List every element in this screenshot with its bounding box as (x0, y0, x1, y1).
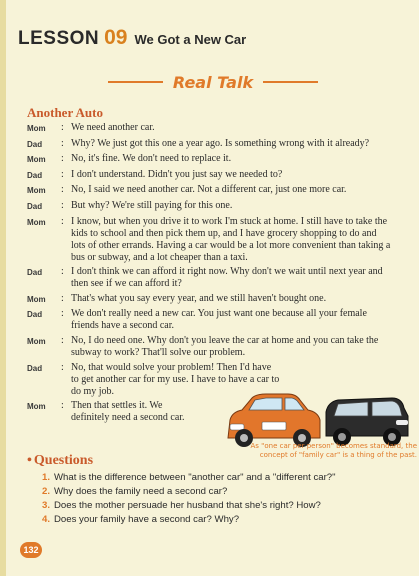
question-text: What is the difference between "another car" and a "different car?" (54, 472, 336, 483)
questions-title: Questions (33, 453, 94, 468)
dialogue-line: Dad : No, that would solve your problem! Then I'd have to get another car for my use. I have to have a car to do my job. (27, 361, 280, 397)
dialogue-line: Mom : Then that settles it. We definitely need a second car. (27, 400, 393, 424)
dialogue-line: Mom : I know, but when you drive it to work I'm stuck at home. I still have to take the kids to school and then pick them up, and I have grocery shopping to do and lots of other errands. Having a car would be a lot more convenient than taking a bus or subway, and a lot cheaper than a taxi. (27, 216, 393, 264)
lesson-number: 09 (104, 26, 128, 49)
dialogue-text: No, it's fine. We don't need to replace it. (71, 153, 232, 165)
speaker: Mom (27, 402, 46, 412)
speaker: Mom (27, 186, 46, 196)
question-number: 1. (42, 472, 51, 483)
question-item (42, 514, 412, 526)
dialogue-text: Then that settles it. We definitely need a second car. (71, 400, 185, 424)
question-item (42, 472, 412, 484)
question-item (42, 500, 412, 512)
dialogue-text: I don't understand. Didn't you just say we needed to? (71, 168, 283, 180)
real-talk-rule-right (263, 81, 318, 83)
lesson-title: We Got a New Car (134, 32, 247, 47)
speaker: Dad (27, 170, 43, 180)
question-text: Does the mother persuade her husband that she's right? How? (54, 500, 321, 511)
lesson-word: LESSON (18, 28, 100, 49)
speaker: Mom (27, 155, 46, 165)
dialogue-text: I know, but when you drive it to work I'm stuck at home. I still have to take the kids to school and then pick them up, and I have grocery shopping to do and lots of other errands. Having a car would be a lot more convenient than taking a bus or subway, and a lot cheaper than a taxi. (71, 215, 391, 263)
dialogue-line: Mom : No, it's fine. We don't need to replace it. (27, 153, 393, 166)
speaker: Mom (27, 124, 46, 133)
illustration-caption: As "one car per person" becomes standard, the concept of "family car" is a thing of the past. (250, 442, 417, 459)
question-number: 4. (42, 514, 51, 525)
dialogue-line: Dad : We don't really need a new car. You just want one because all your female friends have a second car. (27, 308, 393, 332)
dialogue-text: We need another car. (71, 122, 155, 133)
dialogue-line: Dad : But why? We're still paying for this one. (27, 200, 393, 213)
dialogue-text: No, that would solve your problem! Then I'd have to get another car for my use. I have to have a car to do my job. (71, 361, 280, 397)
real-talk-banner (108, 72, 318, 92)
dialogue-text: That's what you say every year, and we still haven't bought one. (71, 292, 327, 304)
dialogue-line: Mom : That's what you say every year, and we still haven't bought one. (27, 293, 393, 306)
dialogue-text: No, I said we need another car. Not a different car, just one more car. (71, 184, 347, 196)
question-number: 3. (42, 500, 51, 511)
question-number: 2. (42, 486, 51, 497)
real-talk-rule-left (108, 81, 163, 83)
speaker: Mom (27, 217, 46, 227)
dialogue-line: Mom : No, I said we need another car. Not a different car, just one more car. (27, 184, 393, 197)
question-text: Does your family have a second car? Why? (54, 514, 240, 525)
dialogue-line: Dad : I don't understand. Didn't you just say we needed to? (27, 169, 393, 182)
section-title: Another Auto (27, 105, 103, 120)
dialogue-text: But why? We're still paying for this one. (71, 199, 233, 211)
real-talk-title: Real Talk (172, 72, 254, 92)
question-text: Why does the family need a second car? (54, 486, 228, 497)
speaker: Dad (27, 268, 43, 278)
dialogue-line: Dad : I don't think we can afford it right now. Why don't we wait until next year and then see if we can afford it? (27, 266, 393, 290)
bullet-icon: • (27, 453, 32, 468)
speaker: Dad (27, 310, 43, 320)
speaker: Dad (27, 363, 43, 373)
dialogue-text: I don't think we can afford it right now. Why don't we wait until next year and then see if we can afford it? (71, 266, 383, 290)
dialogue-text: We don't really need a new car. You just want one because all your female friends have a second car. (71, 308, 367, 332)
dialogue-text: No, I do need one. Why don't you leave the car at home and you can take the subway to work? That'll solve our problem. (71, 334, 379, 358)
dialogue-line: Mom : We need another car. (27, 122, 393, 135)
page-number: 132 (20, 542, 42, 558)
lesson-header (18, 26, 246, 50)
cars-illustration (222, 380, 412, 450)
black-suv-icon (326, 398, 408, 446)
dialogue-text: Why? We just got this one a year ago. Is something wrong with it already? (71, 137, 370, 149)
page-edge-band (0, 0, 6, 576)
dialogue-line: Mom : No, I do need one. Why don't you leave the car at home and you can take the subway to work? That'll solve our problem. (27, 335, 393, 359)
questions-list (42, 472, 412, 528)
question-item (42, 486, 412, 498)
questions-heading (27, 453, 93, 469)
speaker: Mom (27, 294, 46, 304)
orange-car-icon (228, 394, 320, 447)
dialogue-line: Dad : Why? We just got this one a year ago. Is something wrong with it already? (27, 138, 393, 151)
speaker: Mom (27, 336, 46, 346)
speaker: Dad (27, 139, 43, 149)
speaker: Dad (27, 201, 43, 211)
